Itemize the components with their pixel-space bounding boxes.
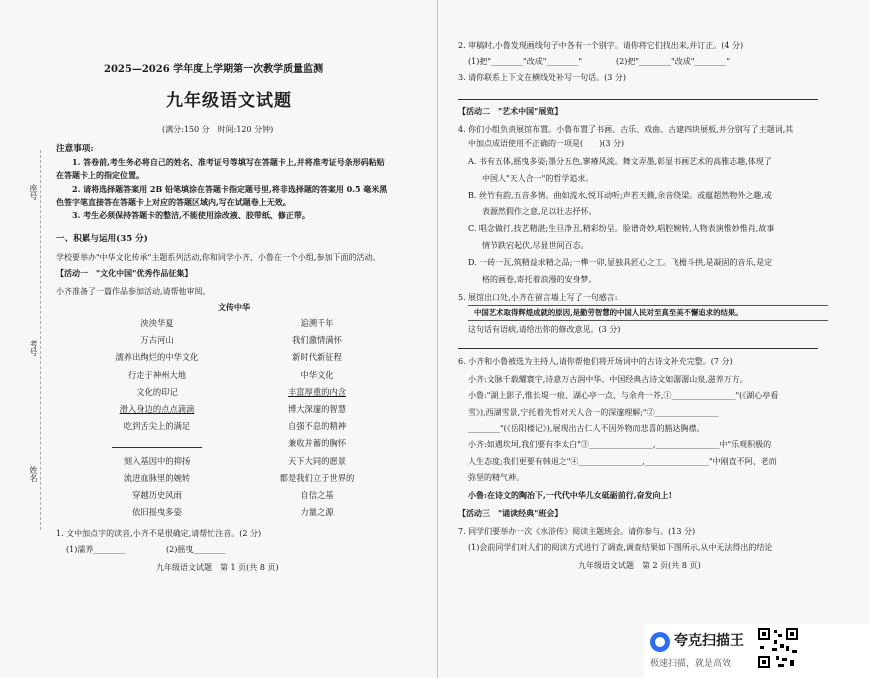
poem-line: 自强不息的精神	[287, 421, 347, 432]
q6-line: 弥坚的精气神。	[468, 472, 524, 482]
poem-line: 吃到舌尖上的满足	[123, 421, 191, 432]
q6-line: 小齐:文脉千载耀寰宇,诗意万古润中华。中国经典古诗文如潺潺山泉,滋养万方。	[468, 375, 748, 384]
poem-line: 丰富厚重的内含	[287, 386, 347, 397]
notes-title: 注意事项:	[56, 144, 94, 154]
poem-line: 行走于神州大地	[127, 369, 187, 380]
page-footer-1: 九年级语文试题 第 1 页(共 8 页)	[156, 563, 279, 572]
q5-quote: 中国艺术取得辉煌成就的原因,是勤劳智慧的中国人民对至真至美不懈追求的结果。	[474, 308, 743, 317]
activity-2-title: 【活动二 "艺术中国"展览】	[458, 106, 563, 116]
note-line: 2. 请将选择题答案用 2B 铅笔填涂在答题卡指定题号里,将非选择题的答案用 0.5 毫米黑	[72, 184, 388, 194]
option-line: 格的画卷,寄托着浪漫的安身梦。	[482, 274, 597, 284]
question-2: 2. 审稿时,小鲁发现画线句子中各有一个别字。请你将它们找出来,并订正。(4 分)	[458, 41, 744, 50]
q6-line: ________"(《岳阳楼记》),展现出古仁人不因外物而悲喜的豁达胸襟。	[468, 423, 705, 433]
poem-line: 新时代新征程	[292, 352, 342, 363]
poem-line: 文化的印记	[136, 386, 178, 397]
note-line: 在答题卡上的指定位置。	[56, 170, 144, 180]
option-line: D. 一砖一瓦,筑精益求精之品;一榫一卯,显独具匠心之工。飞檐斗拱,是凝固的音乐,是定	[468, 257, 773, 267]
option-line: 情节跌宕起伏,尽显世间百态。	[482, 241, 589, 250]
poem-line: 追溯千年	[300, 318, 334, 328]
exam-header: 2025—2026 学年度上学期第一次教学质量监测	[104, 64, 324, 75]
poem-line: 兼收并蓄的胸怀	[287, 438, 347, 449]
binding-line	[40, 150, 41, 530]
activity-1-title: 【活动一 "文化中国"优秀作品征集】	[56, 268, 193, 278]
question-7: 7. 同学们要举办一次《水浒传》阅读主题班会。请你参与。(13 分)	[458, 527, 696, 536]
poem-line: 滑入身边的点点滴滴	[119, 404, 195, 414]
question-7-1: (1)会前同学们对人们的阅读方式进行了调查,调查结果如下图所示,从中无法得出的结论	[468, 543, 773, 552]
q6-line: 雪》),西湖雪景,宁托着先哲对天人合一的深邃理解;"②________________	[468, 407, 719, 417]
q6-line: 小齐:如遇坎坷,我们要有李太白"③________________,________________中"乐观积极的	[468, 440, 772, 450]
answer-line	[458, 348, 818, 349]
question-6: 6. 小齐和小鲁被选为主持人,请你帮他们将开场词中的古诗文补充完整。(7 分)	[458, 357, 733, 366]
activity-3-title: 【活动三 "诵读经典"班会】	[458, 508, 563, 518]
section-1-title: 一、积累与运用(35 分)	[56, 234, 148, 244]
question-5-cont: 这句话有语病,请给出你的修改意见。(3 分)	[468, 325, 621, 334]
note-line: 1. 答卷前,考生务必将自己的姓名、准考证号等填写在答题卡上,并将准考证号条形码粘贴	[72, 157, 385, 167]
question-4: 4. 你们小组负责展馆布置。小鲁布置了书画、古乐、戏曲、古建四块展板,并分别写了主题词,其	[458, 125, 794, 134]
poem-line: 濡养出绚烂的中华文化	[115, 352, 199, 363]
q2-item-2: (2)把"________"改成"________"	[616, 57, 731, 66]
poem-line: 都是我们立于世界的	[279, 472, 355, 483]
poem-line: 刻入基因中的抑扬	[123, 455, 191, 466]
page-right	[438, 0, 870, 678]
question-1: 1. 文中加点字的读音,小齐不是很确定,请帮忙注音。(2 分)	[56, 529, 262, 538]
q1-item-2: (2)摇曳________	[166, 545, 226, 554]
poem-line: 流进血脉里的婉转	[123, 472, 191, 483]
poem-line: 自信之基	[300, 490, 334, 500]
poem-line: 力量之源	[300, 507, 334, 518]
quote-box	[468, 305, 828, 321]
note-line: 3. 考生必须保持答题卡的整洁,不能使用涂改液、胶带纸、修正带。	[72, 210, 310, 220]
q6-end: 小鲁:在诗文的陶冶下,一代代中华儿女砥砺前行,奋发向上!	[468, 490, 673, 500]
poem-line: 我们激情满怀	[292, 335, 342, 346]
question-5: 5. 展馆出口处,小齐在留言墙上写了一句感言:	[458, 293, 618, 302]
score-time: (满分:150 分 时间:120 分钟)	[162, 125, 274, 134]
poem-line: 万古河山	[140, 335, 174, 346]
poem-line: 穿越历史风雨	[132, 490, 182, 500]
poem-title: 文传中华	[218, 302, 250, 312]
question-3: 3. 请你联系上下文在横线处补写一句话。(3 分)	[458, 73, 627, 82]
option-line: C. 唱念做打,技艺精湛;生旦净丑,精彩纷呈。脸谱奇妙,唱腔婉转,人物表演惟妙惟肖,故事	[468, 224, 775, 234]
scanner-slogan: 极速扫描，就是高效	[650, 659, 732, 669]
option-line: 表源然假作之意,足以壮志抒怀。	[482, 207, 597, 217]
scanner-watermark	[644, 624, 870, 678]
exam-title: 九年级语文试题	[166, 91, 292, 111]
poem-line: 天下大同的愿景	[287, 455, 347, 466]
q1-item-1: (1)濡养________	[66, 545, 126, 554]
question-4-cont: 中加点成语使用不正确的一项是( )(3 分)	[468, 139, 625, 148]
qr-code-icon	[756, 626, 800, 670]
poem-line: 依旧摇曳多姿	[132, 507, 182, 518]
q6-line: 人生态度;我们更要有韩退之"④________________,________________"中刚直不阿、老而	[468, 456, 777, 466]
q2-item-1: (1)把"________"改成"________"	[468, 57, 583, 66]
activity-1-intro: 小齐准备了一篇作品参加活动,请帮他审阅。	[56, 287, 211, 296]
intro-text: 学校要举办"中华文化传承"主题系列活动,你和同学小齐、小鲁在一个小组,参加下面的活动。	[56, 253, 381, 262]
name-label: 姓名	[29, 466, 38, 482]
option-line: B. 丝竹有韵,五音多情。曲如流水,悦耳动听;声若天籁,余音绕梁。或蕴超然物外之趣,或	[468, 190, 772, 200]
answer-line	[458, 99, 818, 100]
scanner-brand: 夸克扫描王	[674, 633, 744, 649]
poem-line: 泱泱华夏	[140, 318, 174, 328]
poem-line: 博大深邃的智慧	[287, 404, 347, 414]
scanner-logo-icon	[650, 632, 670, 652]
q6-line: 小鲁:"湖上影子,惟长堤一痕、湖心亭一点、与余舟一芥,①________________"(《湖心亭看	[468, 391, 779, 401]
poem-line	[92, 438, 222, 450]
exam-number-label: 考号	[29, 340, 38, 356]
option-line: A. 书有五体,摇曳多姿;墨分五色,寥瘠风流。舞文弄墨,彰显书画艺术的高雅志趣,体现了	[468, 157, 772, 166]
note-line: 色签字笔直接答在答题卡上对应的答题区域内,写在试题卷上无效。	[56, 197, 291, 207]
option-line: 中国人"天人合一"的哲学追求。	[482, 173, 594, 183]
poem-line: 中华文化	[300, 369, 334, 380]
seat-label: 座号	[29, 184, 38, 200]
page-footer-2: 九年级语文试题 第 2 页(共 8 页)	[578, 561, 701, 570]
